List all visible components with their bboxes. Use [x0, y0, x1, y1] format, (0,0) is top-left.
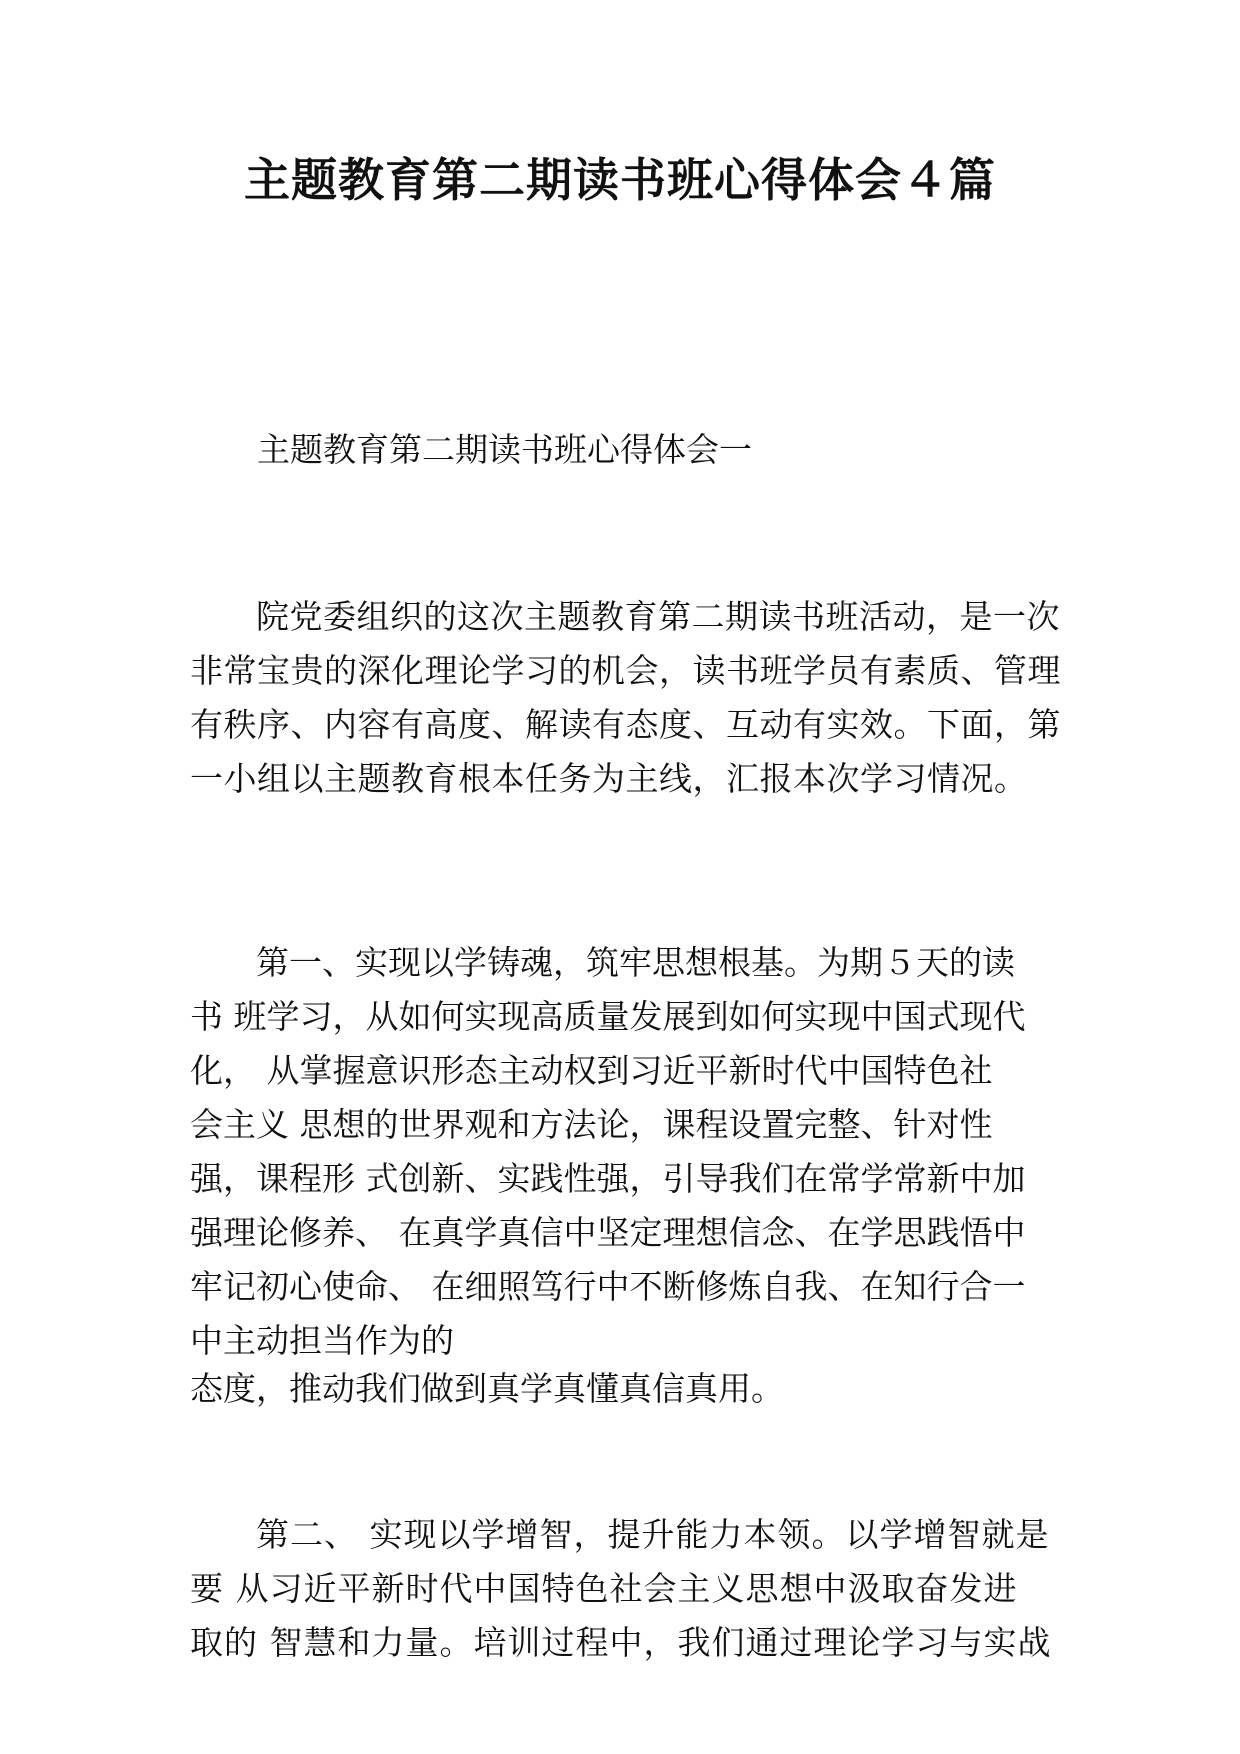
paragraph-line: 中主动担当作为的	[190, 1321, 454, 1360]
paragraph-line: 要 从习近平新时代中国特色社会主义思想中汲取奋发进	[190, 1569, 1018, 1608]
paragraph-line: 第一、实现以学铸魂，筑牢思想根基。为期５天的读	[256, 943, 1015, 982]
paragraph-line: 强，课程形 式创新、实践性强，引导我们在常学常新中加	[190, 1159, 1026, 1198]
paragraph-2	[190, 936, 1050, 1368]
paragraph-line: 态度，推动我们做到真学真懂真信真用。	[190, 1369, 784, 1408]
paragraph-line: 牢记初心使命、 在细照笃行中不断修炼自我、在知行合一	[190, 1267, 1026, 1306]
paragraph-line: 有秩序、内容有高度、解读有态度、互动有实效。下面，第	[190, 705, 1061, 744]
paragraph-3	[190, 1508, 1050, 1670]
paragraph-line: 院党委组织的这次主题教育第二期读书班活动，是一次	[256, 597, 1060, 636]
paragraph-line: 一小组以主题教育根本任务为主线，汇报本次学习情况。	[190, 759, 1028, 798]
document-title: 主题教育第二期读书班心得体会４篇	[244, 153, 996, 207]
paragraph-line: 会主义 思想的世界观和方法论，课程设置完整、针对性	[190, 1105, 993, 1144]
paragraph-line: 强理论修养、 在真学真信中坚定理想信念、在学思践悟中	[190, 1213, 1026, 1252]
paragraph-line: 第二、 实现以学增智，提升能力本领。以学增智就是	[256, 1515, 1050, 1554]
paragraph-line: 非常宝贵的深化理论学习的机会，读书班学员有素质、管理	[190, 651, 1061, 690]
paragraph-line: 取的 智慧和力量。培训过程中，我们通过理论学习与实战	[190, 1623, 1052, 1662]
section-heading: 主题教育第二期读书班心得体会一	[257, 430, 752, 469]
paragraph-line: 化， 从掌握意识形态主动权到习近平新时代中国特色社	[190, 1051, 993, 1090]
paragraph-line: 书 班学习，从如何实现高质量发展到如何实现中国式现代	[190, 997, 1026, 1036]
paragraph-2-continued	[190, 1362, 1050, 1416]
paragraph-1	[190, 590, 1061, 806]
